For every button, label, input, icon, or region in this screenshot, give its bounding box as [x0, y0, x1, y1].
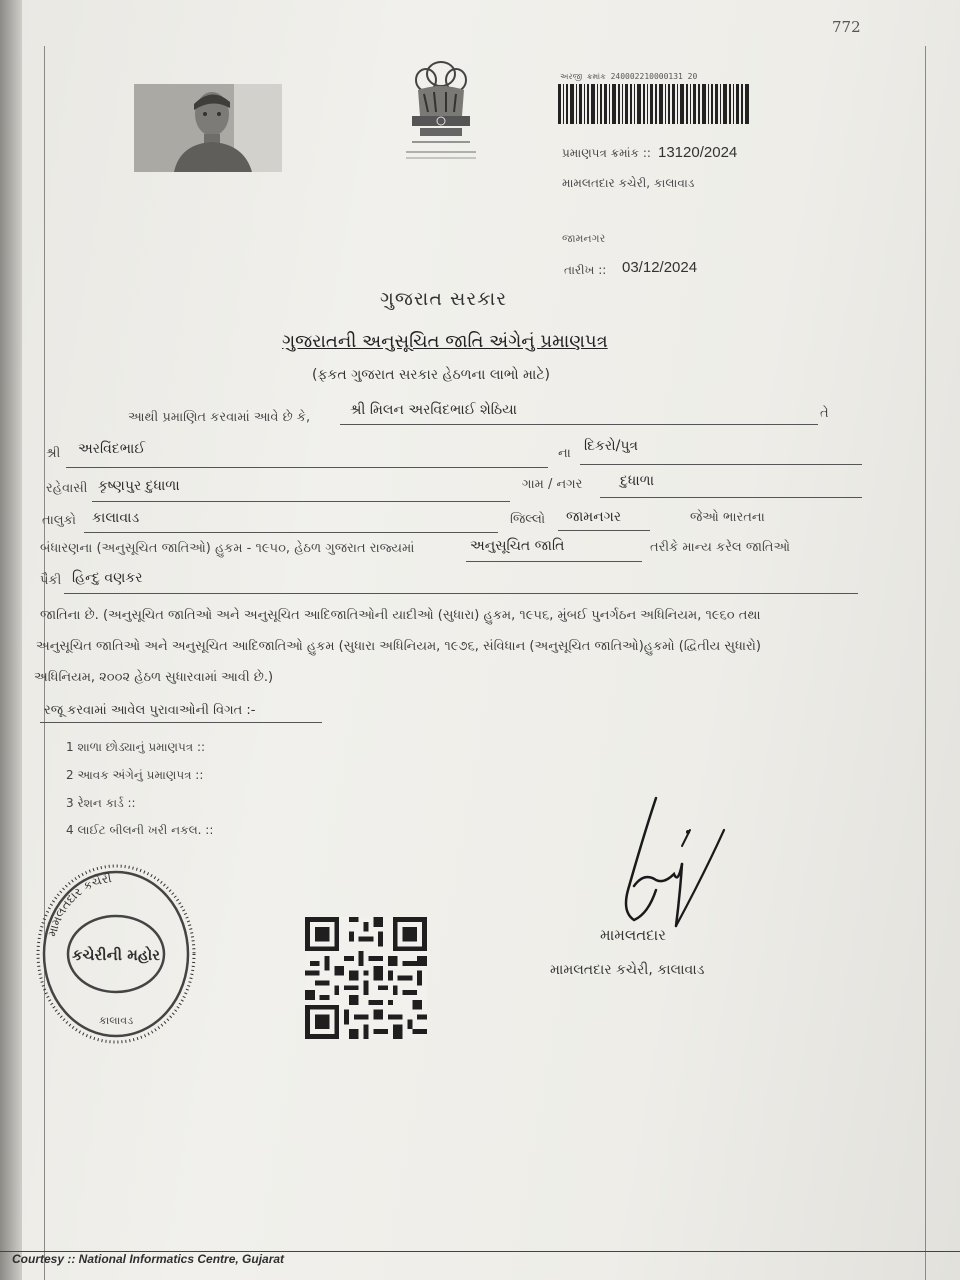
caste-line: [64, 593, 858, 594]
recognized-text: તરીકે માન્ય કરેલ જાતિઓ: [650, 540, 791, 555]
body-line-2: અનુસૂચિત જાતિઓ અને અનુસૂચિત આદિજાતિઓ હુકમ (સુધારા અધિનિયમ, ૧૯૭૬, સંવિધાન (અનુસૂચિત જાતિઓ)હુકમો (દ્વિતીય સુધારો): [36, 639, 761, 654]
applicant-name: શ્રી મિલન અરવિંદભાઈ શેઠિયા: [350, 402, 517, 418]
te-text: તે: [820, 406, 829, 421]
relation: દિકરો/પુત્ર: [584, 438, 639, 454]
relation-line: [580, 464, 862, 465]
father-name: અરવિંદભાઈ: [78, 441, 146, 457]
issuing-office: મામલતદાર કચેરી, કાલાવાડ: [562, 176, 695, 190]
page-edge-shadow: [0, 0, 22, 1280]
issuing-district: જામનગર: [562, 232, 606, 245]
evidence-item: 2 આવક અંગેનું પ્રમાણપત્ર ::: [66, 768, 204, 782]
certify-text: આથી પ્રમાણિત કરવામાં આવે છે કે,: [128, 410, 311, 425]
barcode-label: અરજી ક્રમાંક 240002210000131 20: [560, 72, 698, 81]
village-line: [600, 497, 862, 498]
qr-code-icon: [305, 916, 427, 1040]
seal-center: કચેરીની મહોર: [71, 946, 161, 964]
certificate-subtitle: (ફકત ગુજરાત સરકાર હેઠળના લાભો માટે): [312, 367, 550, 383]
district-value: જામનગર: [566, 509, 622, 525]
taluka-line: [84, 532, 498, 533]
signatory-title: મામલતદાર: [600, 926, 666, 944]
seal-outer-bottom: કાલાવડ: [98, 1014, 134, 1027]
india-text: જેઓ ભારતના: [690, 510, 765, 525]
courtesy-footer: Courtesy :: National Informatics Centre, Gujarat: [12, 1252, 285, 1266]
date-label: તારીખ ::: [564, 263, 607, 277]
na-text: ના: [558, 446, 571, 461]
state-emblem-icon: [398, 54, 484, 166]
caste-value: હિન્દુ વણકર: [72, 570, 143, 586]
district-label: જિલ્લો: [510, 512, 546, 527]
government-heading: ગુજરાત સરકાર: [380, 288, 508, 310]
portrait-image: [134, 84, 282, 172]
seal-outer-top: મામલતદાર કચેરી: [44, 871, 113, 939]
body-line-1: જાતિના છે. (અનુસૂચિત જાતિઓ અને અનુસૂચિત આદિજાતિઓની યાદીઓ (સુધારા) હુકમ, ૧૯૫૬, મુંબઈ પુનર્ગઠન અધિનિયમ, ૧૯૬૦ તથા: [40, 608, 761, 623]
resident-line: [92, 501, 510, 502]
document-border: [44, 46, 926, 1280]
evidence-item: 3 રેશન કાર્ડ ::: [66, 796, 136, 810]
category-line: [466, 561, 642, 562]
evidence-heading-underline: [40, 722, 322, 723]
certificate-number-label: પ્રમાણપત્ર ક્રમાંક ::: [562, 146, 651, 160]
caste-prefix: પૈકી: [40, 573, 62, 588]
district-line: [558, 530, 650, 531]
constitution-text: બંધારણના (અનુસૂચિત જાતિઓ) હુકમ - ૧૯૫૦, હેઠળ ગુજરાત રાજ્યમાં: [40, 541, 415, 556]
body-line-3: અધિનિયમ, ૨૦૦૨ હેઠળ સુધારવામાં આવી છે.): [34, 670, 274, 685]
shri-prefix: શ્રી: [46, 446, 61, 461]
resident-label: રહેવાસી: [46, 481, 88, 496]
barcode-icon: [558, 84, 750, 124]
applicant-photo: [134, 84, 282, 172]
category-value: અનુસૂચિત જાતિ: [470, 538, 565, 554]
issue-date: 03/12/2024: [622, 259, 698, 276]
taluka-value: કાલાવાડ: [92, 510, 140, 526]
resident-value: કૃષ્ણપુર દુધાળા: [98, 478, 180, 494]
certificate-title: ગુજરાતની અનુસૂચિત જાતિ અંગેનું પ્રમાણપત્ર: [282, 331, 608, 352]
evidence-item: 1 શાળા છોડ્યાનું પ્રમાણપત્ર ::: [66, 740, 206, 754]
officer-signature-icon: [604, 794, 730, 934]
evidence-heading: રજૂ કરવામાં આવેલ પુરાવાઓની વિગત :-: [44, 703, 256, 718]
certificate-number: 13120/2024: [658, 144, 738, 161]
signatory-office: મામલતદાર કચેરી, કાલાવાડ: [550, 962, 705, 978]
office-seal-icon: [34, 862, 198, 1046]
handwritten-corner-number: 772: [832, 18, 861, 36]
village-label: ગામ / નગર: [522, 477, 583, 492]
village-value: દુધાળા: [620, 473, 655, 489]
taluka-label: તાલુકો: [42, 513, 77, 528]
applicant-name-line: [340, 424, 818, 425]
father-name-line: [66, 467, 548, 468]
evidence-item: 4 લાઈટ બીલની ખરી નકલ. ::: [66, 823, 214, 837]
